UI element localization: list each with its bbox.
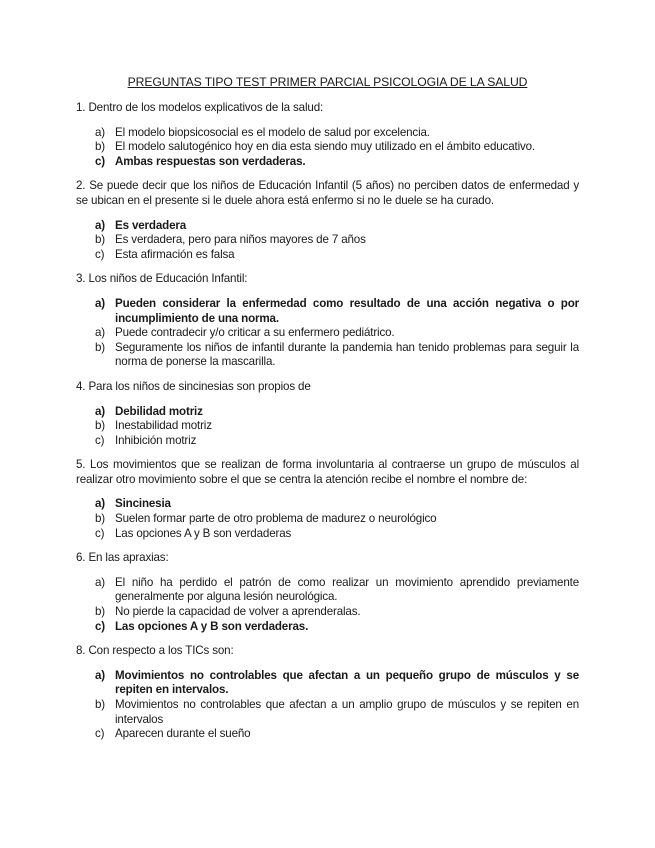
- answer-option-correct: [76, 620, 579, 635]
- answer-option-correct: [76, 297, 579, 326]
- question-block: [76, 551, 579, 634]
- option-text: Movimientos no controlables que afectan a un amplio grupo de músculos y se repiten en intervalos: [115, 698, 579, 726]
- question-text: 6. En las apraxias:: [76, 551, 169, 565]
- question-text: 4. Para los niños de sincinesias son propios de: [76, 379, 311, 393]
- option-letter: b): [95, 419, 106, 433]
- document-title: PREGUNTAS TIPO TEST PRIMER PARCIAL PSICOLOGIA DE LA SALUD: [127, 75, 528, 89]
- answer-option-correct: [76, 497, 579, 512]
- answer-options: [76, 576, 579, 634]
- option-letter: a): [95, 326, 106, 340]
- answer-option: [76, 434, 579, 449]
- option-letter: a): [95, 575, 106, 589]
- option-letter: c): [95, 619, 106, 633]
- option-letter: c): [95, 727, 105, 741]
- option-text: Ambas respuestas son verdaderas.: [115, 154, 306, 168]
- answer-option-correct: [76, 155, 579, 170]
- option-letter: a): [95, 404, 106, 418]
- answer-option: [76, 576, 579, 605]
- option-text: El niño ha perdido el patrón de como realizar un movimiento aprendido previamente generalmente por alguna lesión neurológica.: [115, 575, 579, 604]
- option-text: Suelen formar parte de otro problema de madurez o neurológico: [115, 512, 437, 526]
- question-text: 8. Con respecto a los TICs son:: [76, 644, 234, 658]
- option-letter: a): [95, 497, 106, 511]
- option-text: El modelo salutogénico hoy en dia esta siendo muy utilizado en el ámbito educativo.: [115, 140, 536, 154]
- question-block: [76, 272, 579, 370]
- option-letter: b): [95, 512, 106, 526]
- option-text: Seguramente los niños de infantil durante la pandemia han tenido problemas para seguir la norma de ponerse la mascarilla.: [115, 340, 579, 369]
- document-page: [76, 74, 579, 752]
- option-letter: a): [95, 668, 106, 682]
- answer-option-correct: [76, 405, 579, 420]
- option-text: Las opciones A y B son verdaderas: [115, 526, 292, 540]
- question-list: [76, 101, 579, 742]
- question-text: 1. Dentro de los modelos explicativos de la salud:: [76, 101, 324, 114]
- option-text: El modelo biopsicosocial es el modelo de salud por excelencia.: [115, 125, 430, 139]
- question-block: [76, 644, 579, 742]
- option-text: Puede contradecir y/o criticar a su enfermero pediátrico.: [115, 326, 395, 340]
- option-letter: b): [95, 140, 106, 154]
- option-letter: b): [95, 698, 106, 711]
- answer-option: [76, 140, 579, 155]
- question-block: [76, 380, 579, 448]
- option-letter: c): [95, 247, 105, 261]
- option-text: Esta afirmación es falsa: [115, 247, 235, 261]
- option-text: No pierde la capacidad de volver a aprenderalas.: [115, 605, 361, 619]
- answer-options: [76, 219, 579, 263]
- option-text: Es verdadera: [115, 218, 187, 232]
- answer-options: [76, 405, 579, 449]
- answer-option: [76, 126, 579, 141]
- option-text: Aparecen durante el sueño: [115, 727, 251, 741]
- answer-option: [76, 233, 579, 248]
- answer-option: [76, 727, 579, 742]
- question-text: 5. Los movimientos que se realizan de forma involuntaria al contraerse un grupo de músculos al realizar otro movimiento sobre el que se centra la atención recibe el nombre el nombre de:: [76, 458, 579, 486]
- answer-option: [76, 512, 579, 527]
- option-text: Sincinesia: [115, 497, 171, 511]
- answer-options: [76, 497, 579, 541]
- option-letter: b): [95, 340, 106, 354]
- option-text: Movimientos no controlables que afectan a un pequeño grupo de músculos y se repiten en intervalos.: [115, 668, 579, 697]
- option-text: Pueden considerar la enfermedad como resultado de una acción negativa o por incumplimiento de una norma.: [115, 296, 579, 325]
- option-text: Debilidad motriz: [115, 404, 203, 418]
- option-letter: a): [95, 218, 106, 232]
- answer-option: [76, 248, 579, 263]
- option-letter: a): [95, 125, 106, 139]
- question-text: 3. Los niños de Educación Infantil:: [76, 272, 248, 286]
- answer-option: [76, 326, 579, 341]
- answer-option: [76, 698, 579, 727]
- answer-option: [76, 419, 579, 434]
- question-block: [76, 101, 579, 169]
- answer-option: [76, 341, 579, 370]
- option-letter: c): [95, 526, 105, 540]
- option-letter: a): [95, 296, 106, 310]
- question-block: [76, 458, 579, 541]
- option-letter: c): [95, 154, 106, 168]
- option-text: Las opciones A y B son verdaderas.: [115, 619, 309, 633]
- answer-option: [76, 605, 579, 620]
- option-letter: b): [95, 233, 106, 247]
- option-text: Inhibición motriz: [115, 433, 197, 447]
- answer-options: [76, 669, 579, 742]
- question-block: [76, 179, 579, 262]
- answer-options: [76, 126, 579, 170]
- answer-option-correct: [76, 669, 579, 698]
- option-letter: c): [95, 433, 105, 447]
- question-text: 2. Se puede decir que los niños de Educación Infantil (5 años) no perciben datos de enfermedad y se ubican en el presente si le duele ahora está enfermo si no le duele se ha curado.: [76, 179, 579, 207]
- answer-option-correct: [76, 219, 579, 234]
- answer-options: [76, 297, 579, 370]
- option-letter: b): [95, 605, 106, 619]
- option-text: Es verdadera, pero para niños mayores de 7 años: [115, 233, 366, 247]
- answer-option: [76, 527, 579, 542]
- option-text: Inestabilidad motriz: [115, 419, 212, 433]
